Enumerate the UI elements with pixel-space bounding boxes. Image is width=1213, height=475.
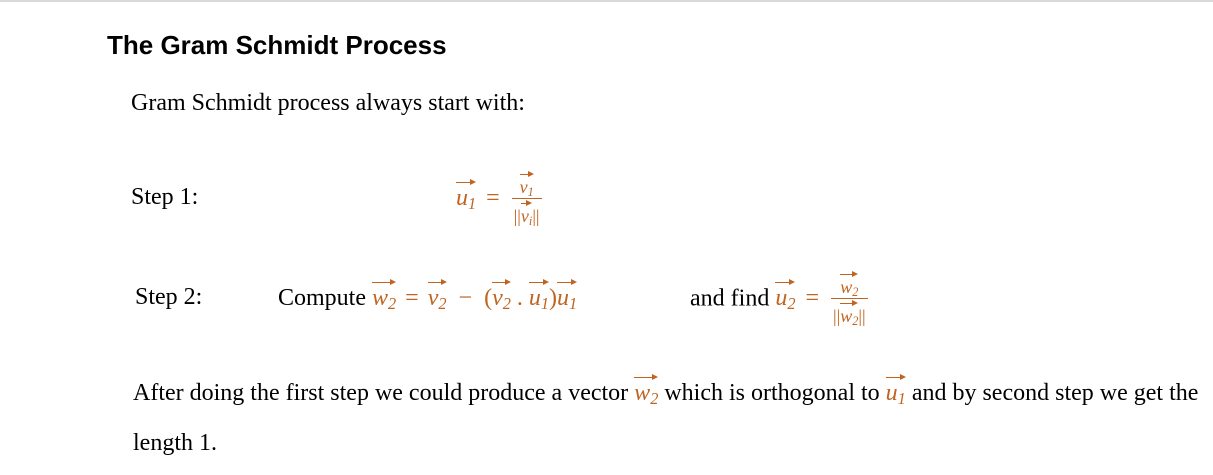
vector-u1-inline: $u_1$ xyxy=(886,375,906,407)
compute-word: Compute xyxy=(278,285,366,311)
paragraph-part3: and by second step we get the length 1. xyxy=(133,380,1199,456)
step2-formula-u2: and find $u_2$ = $\frac{w_2}{||w_2||}$ xyxy=(690,272,870,328)
fraction-v1-over-norm: $\frac{v_1}{||v_i||}$ xyxy=(512,172,542,228)
paragraph-part2: which is orthogonal to xyxy=(664,380,880,406)
step1-label: Step 1: xyxy=(131,184,199,210)
vector-w2-inline: $w_2$ xyxy=(634,375,658,407)
intro-text: Gram Schmidt process always start with: xyxy=(131,90,525,116)
top-divider xyxy=(0,0,1213,2)
vector-u1: $u_1$ xyxy=(456,180,476,212)
page-title: The Gram Schmidt Process xyxy=(107,30,447,60)
step2-label: Step 2: xyxy=(135,284,203,310)
explanation-paragraph xyxy=(133,368,1203,468)
paragraph-part1: After doing the first step we could produce a vector xyxy=(133,380,629,406)
and-find-word: and find xyxy=(690,285,770,312)
step2-formula-w2: Compute $w_2 = v_2 - (v_2$ . $u_1)u_1$ xyxy=(278,280,577,312)
fraction-w2-over-norm: $\frac{w_2}{||w_2||}$ xyxy=(831,272,868,328)
step1-formula: $u_1$ = $\frac{v_1}{||v_i||}$ xyxy=(456,172,544,228)
